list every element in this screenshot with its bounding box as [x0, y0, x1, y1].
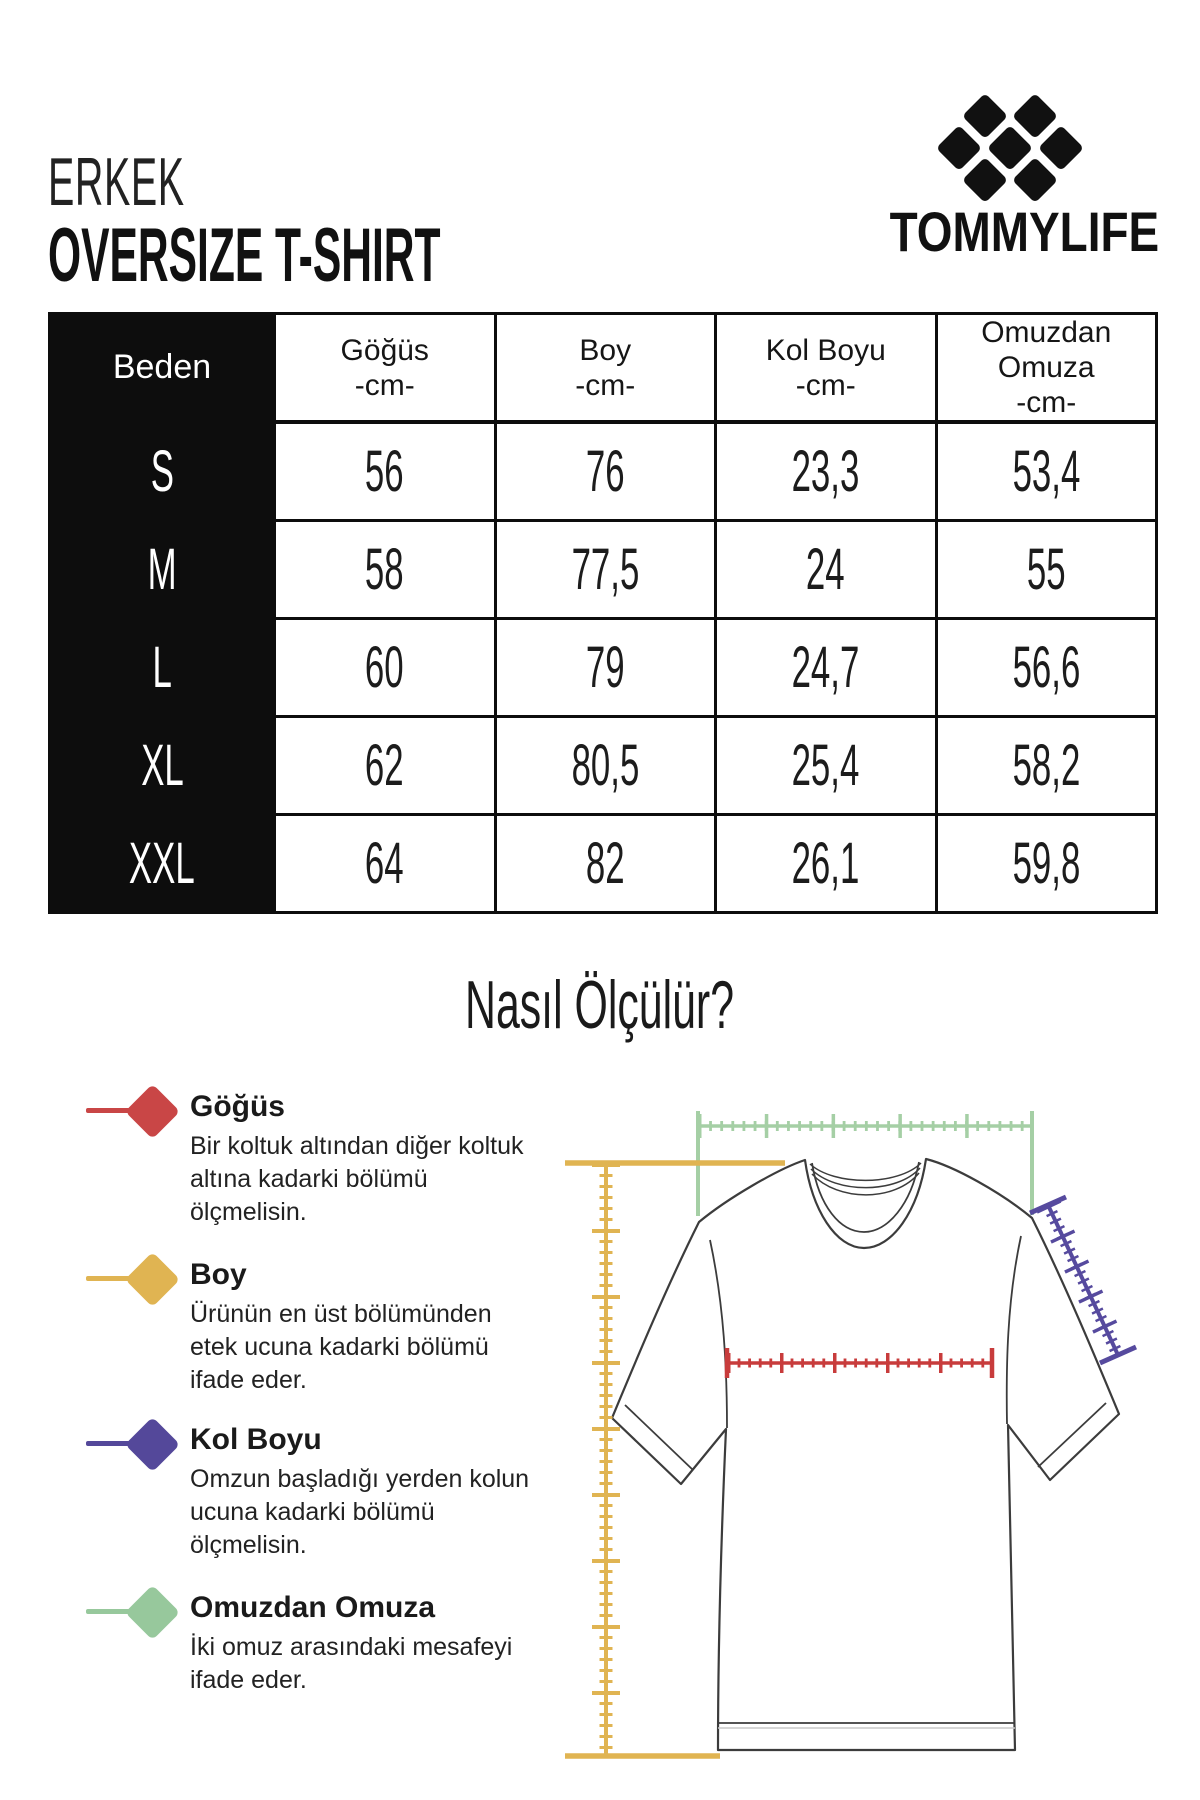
size-table-header-row: [50, 314, 1157, 423]
chest-diamond-icon: [86, 1091, 176, 1133]
shoulder-diamond-icon: [86, 1592, 176, 1634]
value-cell: 24: [716, 521, 937, 619]
value-cell: 76: [495, 422, 716, 521]
column-label: Boy: [579, 333, 632, 367]
value-cell: 56,6: [936, 619, 1157, 717]
column-header-kol-boyu: [716, 314, 937, 423]
tommylife-diamonds-logo-icon: [920, 86, 1100, 210]
how-to-measure-title: [0, 966, 1200, 1044]
legend-title: Göğüs: [190, 1090, 285, 1123]
tshirt-outline: [612, 1159, 1119, 1750]
legend-title: Omuzdan Omuza: [190, 1591, 436, 1624]
product-title: [48, 213, 749, 298]
legend-title: Boy: [190, 1258, 247, 1291]
value-cell: 79: [495, 619, 716, 717]
size-label: S: [50, 422, 275, 521]
legend-description: Bir koltuk altından diğer koltuk altına kadarki bölümü ölçmelisin.: [190, 1132, 524, 1226]
column-header-gogus: [275, 314, 496, 423]
value-cell: 59,8: [936, 815, 1157, 913]
size-label: M: [50, 521, 275, 619]
category-title: [48, 144, 284, 220]
column-header-boy: [495, 314, 716, 423]
how-to-measure-title-text: Nasıl Ölçülür?: [465, 967, 735, 1043]
brand-name-text: TOMMYLIFE: [889, 200, 1160, 263]
sleeve-diamond-icon: [86, 1424, 176, 1466]
legend-description: Ürünün en üst bölümünden etek ucuna kadarki bölümü ifade eder.: [190, 1300, 492, 1394]
column-label: Omuzdan Omuza: [981, 316, 1112, 384]
value-cell: 25,4: [716, 717, 937, 815]
value-cell: 58,2: [936, 717, 1157, 815]
value-cell: 24,7: [716, 619, 937, 717]
legend-description: Omzun başladığı yerden kolun ucuna kadarki bölümü ölçmelisin.: [190, 1465, 530, 1559]
value-cell: 56: [275, 422, 496, 521]
tshirt-measurement-diagram: [460, 1060, 1140, 1760]
column-unit: -cm-: [1016, 386, 1077, 419]
product-title-text: OVERSIZE T-SHIRT: [48, 213, 441, 298]
value-cell: 58: [275, 521, 496, 619]
column-header-omuzdan-omuza: [936, 314, 1157, 423]
value-cell: 60: [275, 619, 496, 717]
value-cell: 23,3: [716, 422, 937, 521]
table-row-xl: [50, 717, 1157, 815]
size-table: [48, 312, 1158, 914]
column-unit: -cm-: [795, 368, 856, 402]
size-label: XXL: [50, 815, 275, 913]
size-label: L: [50, 619, 275, 717]
value-cell: 62: [275, 717, 496, 815]
size-table-corner-cell: Beden: [50, 314, 275, 423]
value-cell: 80,5: [495, 717, 716, 815]
length-diamond-icon: [86, 1259, 176, 1301]
legend-title: Kol Boyu: [190, 1423, 322, 1456]
size-label: XL: [50, 717, 275, 815]
table-row-l: [50, 619, 1157, 717]
column-unit: -cm-: [354, 368, 415, 402]
value-cell: 26,1: [716, 815, 937, 913]
value-cell: 77,5: [495, 521, 716, 619]
brand-name: [860, 200, 1160, 263]
table-row-s: [50, 422, 1157, 521]
column-label: Kol Boyu: [765, 333, 886, 367]
table-row-m: [50, 521, 1157, 619]
column-label: Göğüs: [340, 333, 429, 367]
value-cell: 82: [495, 815, 716, 913]
category-title-text: ERKEK: [48, 144, 185, 220]
table-row-xxl: [50, 815, 1157, 913]
value-cell: 55: [936, 521, 1157, 619]
legend-description: İki omuz arasındaki mesafeyi ifade eder.: [190, 1633, 513, 1694]
value-cell: 64: [275, 815, 496, 913]
column-unit: -cm-: [575, 368, 636, 402]
value-cell: 53,4: [936, 422, 1157, 521]
